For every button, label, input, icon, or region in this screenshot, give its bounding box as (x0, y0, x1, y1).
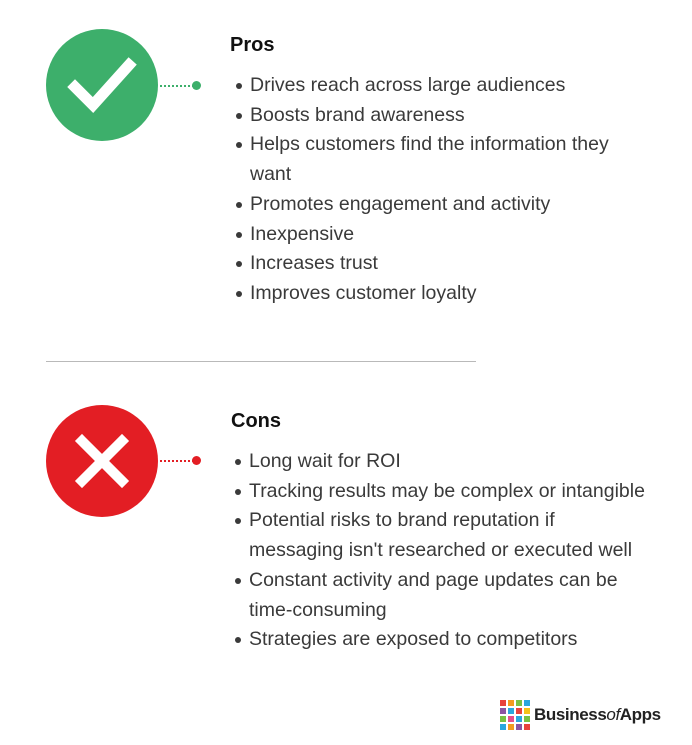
pros-connector-dot (192, 81, 201, 90)
list-item: Helps customers find the information they want (235, 130, 635, 189)
cons-badge (46, 405, 158, 517)
cons-list (234, 447, 666, 655)
section-divider (46, 361, 476, 362)
list-item: Constant activity and page updates can be time-consuming (234, 566, 649, 625)
list-item: Improves customer loyalty (235, 279, 635, 309)
cons-connector-dot (192, 456, 201, 465)
pros-badge (46, 29, 158, 141)
logo-text-of: of (606, 705, 620, 724)
business-of-apps-logo-icon (500, 700, 530, 730)
list-item: Long wait for ROI (234, 447, 666, 477)
list-item: Promotes engagement and activity (235, 190, 635, 220)
list-item: Tracking results may be complex or intangible (234, 477, 666, 507)
checkmark-icon (46, 29, 158, 141)
cons-heading: Cons (231, 410, 281, 432)
list-item: Strategies are exposed to competitors (234, 625, 666, 655)
list-item: Increases trust (235, 249, 635, 279)
cross-icon (46, 405, 158, 517)
logo-text-business: Business (534, 705, 607, 724)
cons-connector-line (160, 460, 194, 462)
pros-heading: Pros (230, 34, 275, 56)
pros-list (235, 71, 635, 309)
list-item: Potential risks to brand reputation if messaging isn't researched or executed well (234, 506, 649, 565)
list-item: Inexpensive (235, 220, 635, 250)
pros-connector-line (160, 85, 194, 87)
list-item: Drives reach across large audiences (235, 71, 635, 101)
logo-wordmark (534, 705, 661, 725)
list-item: Boosts brand awareness (235, 101, 635, 131)
logo-text-apps: Apps (619, 705, 661, 724)
